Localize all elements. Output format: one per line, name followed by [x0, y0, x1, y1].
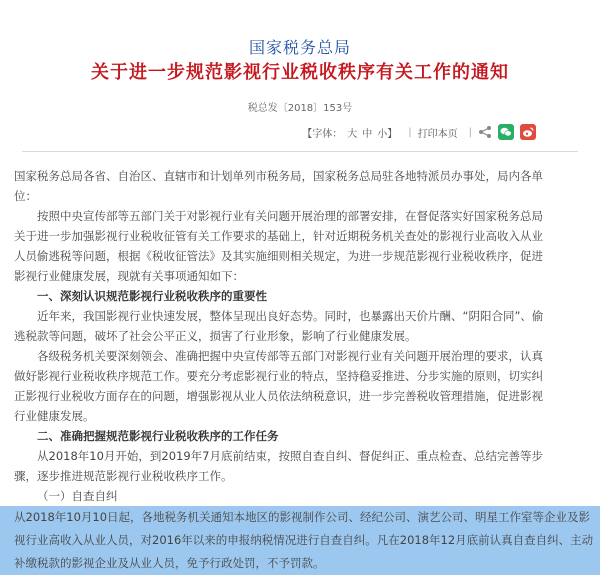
- subsection-1-paragraph: 从2018年10月10日起，各地税务机关通知本地区的影视制作公司、经纪公司、演艺公司、明星工作室等企业及影视行业高收入从业人员，对2016年以来的申报纳税情况进行自查自纠。凡在2018年12月底前认真自查自纠、主动补缴税款的影视企业及从业人员，免予行政处罚，不予罚款。: [14, 510, 594, 570]
- agency-name: 国家税务总局: [248, 38, 351, 57]
- section-1-paragraph-1: 近年来，我国影视行业快速发展，整体呈现出良好态势。同时，也暴露出天价片酬、“阴阳合同”、偷逃税款等问题，破坏了社会公平正义，损害了行业形象，影响了行业健康发展。: [14, 309, 544, 343]
- section-2-heading: 二、准确把握规范影视行业税收秩序的工作任务: [37, 429, 279, 443]
- document-number: 税总发〔2018〕153号: [247, 103, 353, 114]
- font-small-link[interactable]: 小】: [377, 128, 398, 140]
- wechat-icon[interactable]: [498, 124, 514, 140]
- section-2-paragraph-1: 从2018年10月开始，到2019年7月底前结束，按照自查自纠、督促纠正、重点检查、总结完善等步骤，逐步推进规范影视行业税收秩序工作。: [14, 449, 543, 483]
- salutation: 国家税务总局各省、自治区、直辖市和计划单列市税务局，国家税务总局驻各地特派员办事处，局内各单位：: [14, 169, 543, 203]
- print-link[interactable]: 打印本页: [417, 128, 458, 140]
- font-medium-link[interactable]: 中: [362, 128, 373, 140]
- section-1-paragraph-2: 各级税务机关要深刻领会、准确把握中央宣传部等五部门对影视行业有关问题开展治理的要求，认真做好影视行业税收秩序规范工作。要充分考虑影视行业的特点，坚持稳妥推进、分步实施的原则，切实纠正影视行业税收方面存在的问题，增强影视从业人员依法纳税意识，进一步完善税收管理措施，促进影视行业健康发展。: [14, 349, 543, 423]
- font-large-link[interactable]: 大: [347, 128, 358, 140]
- share-icon[interactable]: [478, 125, 492, 139]
- toolbar-separator: |: [408, 126, 412, 138]
- section-1-heading: 一、深刻认识规范影视行业税收秩序的重要性: [37, 289, 267, 303]
- header-divider: [22, 151, 578, 152]
- toolbar-separator: |: [468, 126, 472, 138]
- weibo-icon[interactable]: [520, 124, 536, 140]
- intro-paragraph: 按照中央宣传部等五部门关于对影视行业有关问题开展治理的部署安排，在督促落实好国家税务总局关于进一步加强影视行业税收征管有关工作要求的基础上，针对近期税务机关查处的影视行业高收入从业人员偷逃税等问题，根据《税收征管法》及其实施细则相关规定，为进一步规范影视行业税收秩序，促进影视行业健康发展，现就有关事项通知如下：: [14, 209, 543, 283]
- subsection-1-heading: （一）自查自纠: [37, 489, 118, 503]
- article-body: [14, 166, 594, 575]
- font-size-label: 【字体：: [302, 128, 343, 140]
- highlighted-passage: [0, 506, 600, 575]
- article-toolbar: [302, 124, 536, 140]
- article-title: 关于进一步规范影视行业税收秩序有关工作的通知: [91, 62, 509, 83]
